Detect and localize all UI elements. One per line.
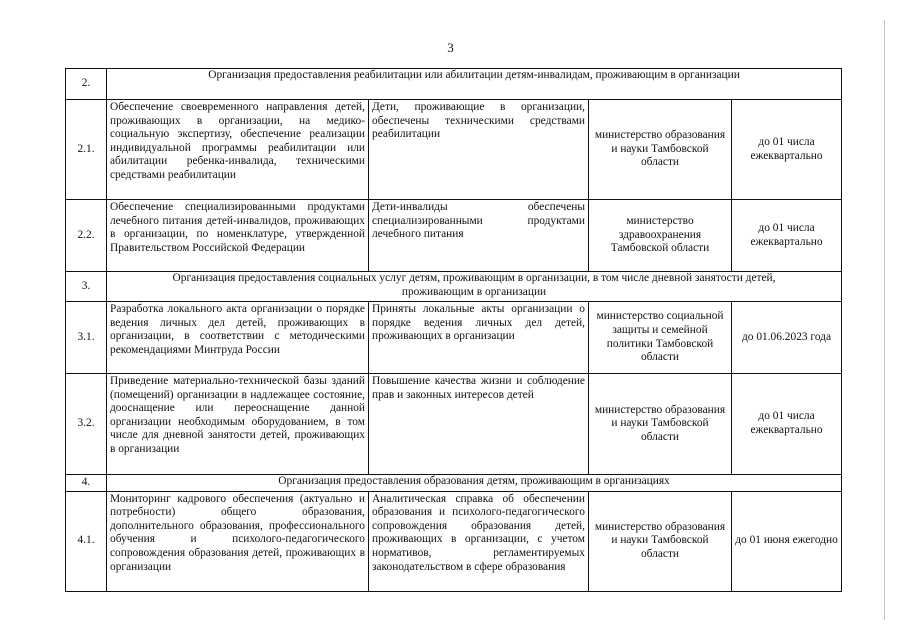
section-title: Организация предоставления образования детям, проживающим в организациях xyxy=(107,475,842,492)
action-cell: Мониторинг кадрового обеспечения (актуально и потребности) общего образования, дополнительного образования, профессионального обучения и психолого-педагогического сопровождения образования детей, проживающих в организации xyxy=(107,491,369,591)
section-row xyxy=(66,272,842,302)
executor-cell: министерство образования и науки Тамбовской области xyxy=(589,374,732,475)
section-row xyxy=(66,69,842,100)
section-number: 2. xyxy=(66,69,107,100)
item-number: 2.2. xyxy=(66,200,107,272)
table-row xyxy=(66,374,842,475)
deadline-cell: до 01 числа ежеквартально xyxy=(732,200,842,272)
result-cell: Дети-инвалиды обеспечены специализированными продуктами лечебного питания xyxy=(369,200,589,272)
item-number: 2.1. xyxy=(66,100,107,200)
item-number: 3.1. xyxy=(66,302,107,374)
section-row xyxy=(66,475,842,492)
executor-cell: министерство образования и науки Тамбовской области xyxy=(589,100,732,200)
action-cell: Обеспечение специализированными продуктами лечебного питания детей-инвалидов, проживающих в организации, по номенклатуре, утвержденной Правительством Российской Федерации xyxy=(107,200,369,272)
item-number: 3.2. xyxy=(66,374,107,475)
result-cell: Дети, проживающие в организации, обеспечены техническими средствами реабилитации xyxy=(369,100,589,200)
result-cell: Приняты локальные акты организации о порядке ведения личных дел детей, проживающих в организации xyxy=(369,302,589,374)
scan-edge-line xyxy=(884,20,885,620)
deadline-cell: до 01 числа ежеквартально xyxy=(732,374,842,475)
section-title: Организация предоставления реабилитации или абилитации детям-инвалидам, проживающим в организации xyxy=(107,69,842,100)
page-number: 3 xyxy=(447,40,454,55)
table-row xyxy=(66,491,842,591)
deadline-cell: до 01.06.2023 года xyxy=(732,302,842,374)
action-plan-table xyxy=(65,68,842,592)
section-number: 3. xyxy=(66,272,107,302)
action-cell: Обеспечение своевременного направления детей, проживающих в организации, на медико-социальную экспертизу, обеспечение реализации индивидуальной программы реабилитации или абилитации ребенка-инвалида, техническими средствами реабилитации xyxy=(107,100,369,200)
action-cell: Приведение материально-технической базы зданий (помещений) организации в надлежащее состояние, дооснащение или переоснащение данной организации необходимым оборудованием, в том числе для дневной занятости детей, проживающих в организации xyxy=(107,374,369,475)
executor-cell: министерство социальной защиты и семейной политики Тамбовской области xyxy=(589,302,732,374)
action-cell: Разработка локального акта организации о порядке ведения личных дел детей, проживающих в организации, в соответствии с методическими рекомендациями Минтруда России xyxy=(107,302,369,374)
executor-cell: министерство здравоохранения Тамбовской области xyxy=(589,200,732,272)
deadline-cell: до 01 числа ежеквартально xyxy=(732,100,842,200)
section-title: Организация предоставления социальных услуг детям, проживающим в организации, в том числе дневной занятости детей, проживающим в организации xyxy=(107,272,842,302)
table-row xyxy=(66,200,842,272)
executor-cell: министерство образования и науки Тамбовской области xyxy=(589,491,732,591)
table-row xyxy=(66,100,842,200)
result-cell: Повышение качества жизни и соблюдение прав и законных интересов детей xyxy=(369,374,589,475)
table-row xyxy=(66,302,842,374)
section-number: 4. xyxy=(66,475,107,492)
item-number: 4.1. xyxy=(66,491,107,591)
deadline-cell: до 01 июня ежегодно xyxy=(732,491,842,591)
result-cell: Аналитическая справка об обеспечении образования и психолого-педагогического сопровождения образования детей, проживающих в организации, с учетом нормативов, регламентируемых законодательством в сфере образования xyxy=(369,491,589,591)
